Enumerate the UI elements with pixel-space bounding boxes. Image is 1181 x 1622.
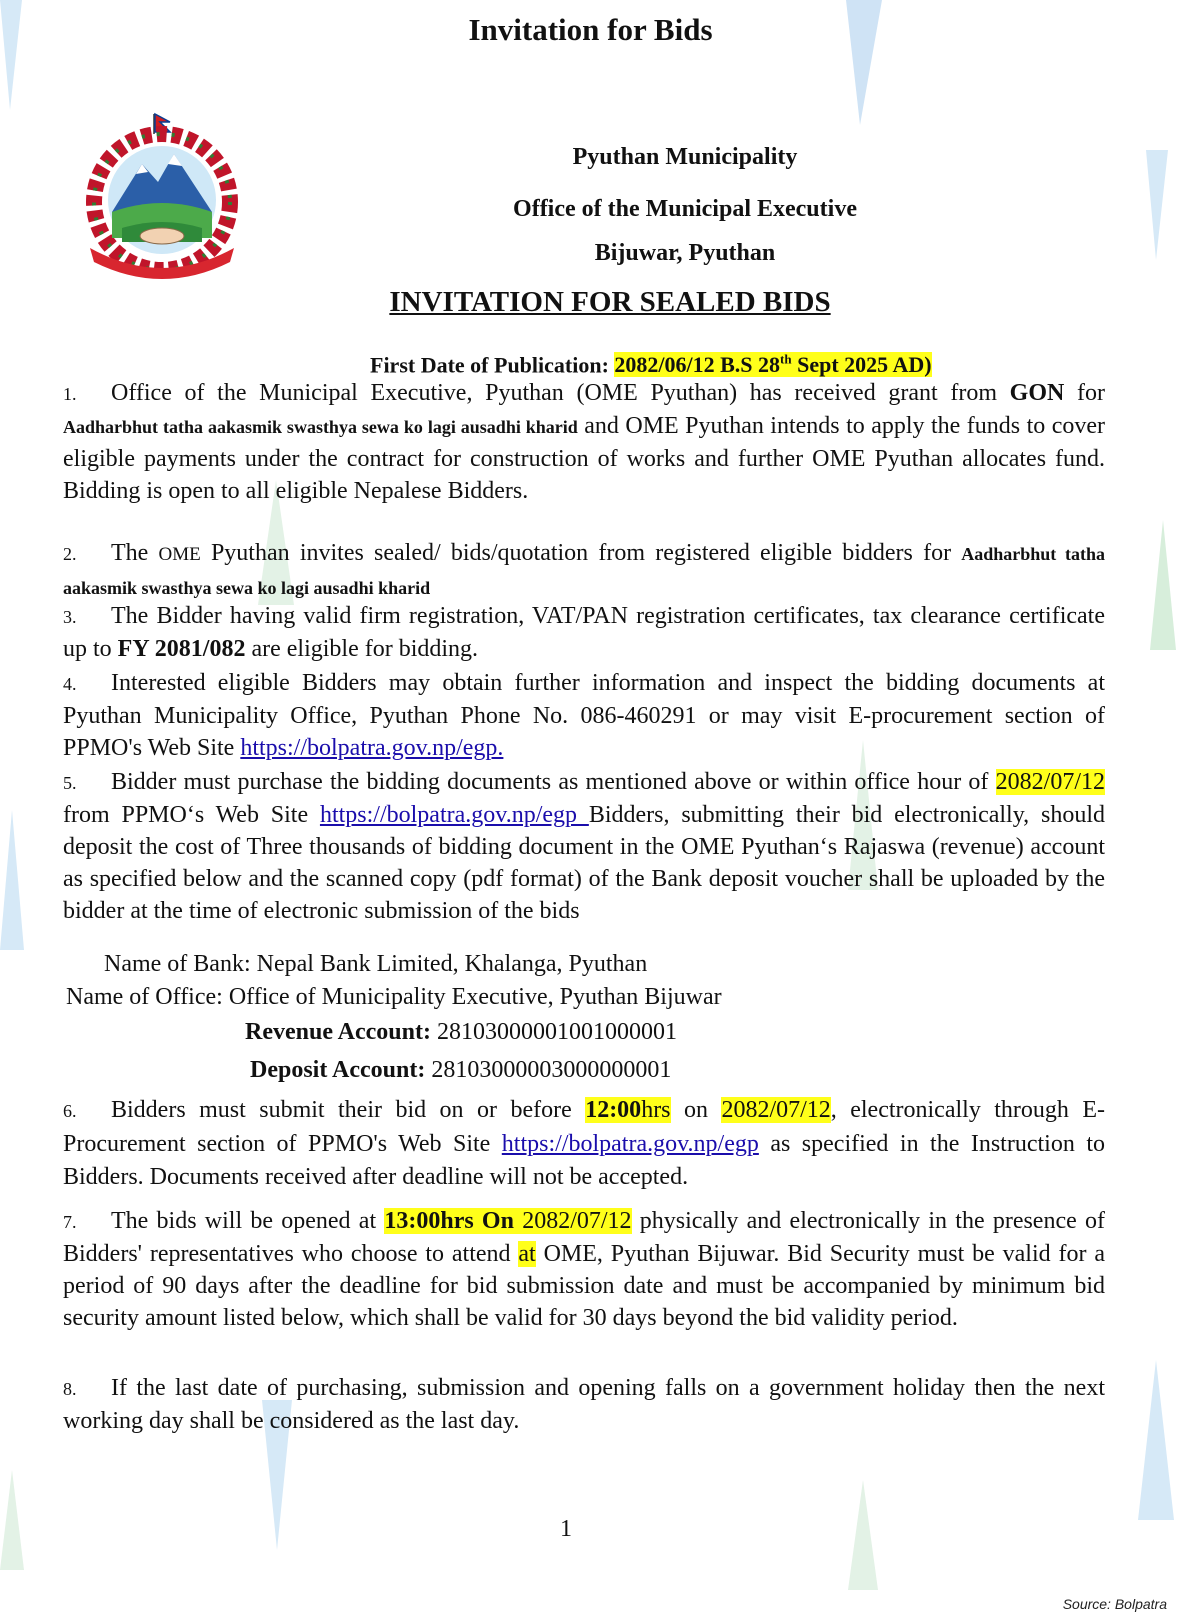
publication-date-value <box>614 352 931 377</box>
notice-heading: INVITATION FOR SEALED BIDS <box>389 286 831 318</box>
office-abbr: OME <box>158 544 201 565</box>
publication-date-bs: 2082/06/12 B.S 28 <box>614 352 781 378</box>
clause-number: 4. <box>63 674 77 694</box>
clause-8 <box>63 1372 1105 1437</box>
clause-text: are eligible for bidding. <box>245 636 479 662</box>
clause-text: If the last date of purchasing, submission and opening falls on a government holiday then the next working day shall be considered as the last day. <box>63 1375 1105 1434</box>
clause-text: Pyuthan invites sealed/ bids/quotation from registered eligible bidders for <box>200 540 962 566</box>
clause-text: and OME Pyuthan intends to apply the funds to cover eligible payments under the contract for construction of works and further OME Pyuthan allocates fund. Bidding is open to all eligible Nepalese Bidders. <box>63 413 1105 504</box>
decorative-arrow-icon <box>848 1480 878 1600</box>
office-name: Pyuthan Municipality <box>572 144 798 170</box>
clause-1 <box>63 377 1105 507</box>
project-name: Aadharbhut tatha aakasmik swasthya sewa ko lagi ausadhi kharid <box>63 544 1105 598</box>
clause-6 <box>63 1094 1105 1194</box>
page-number: 1 <box>560 1516 572 1542</box>
clause-number: 1. <box>63 384 77 404</box>
clause-text: The bids will be opened at <box>111 1208 385 1234</box>
revenue-account-number: 28103000001001000001 <box>430 1019 677 1045</box>
clause-text: Bidders, submitting their bid electronically, should deposit the cost of Three thousands of bidding document in the OME Pyuthan‘s Rajaswa (revenue) account as specified below and the scanned copy (pdf format) of the Bank deposit voucher shall be uploaded by the bidder at the time of electronic submission of the bids <box>63 802 1105 924</box>
office-title: Office of the Municipal Executive <box>513 196 857 222</box>
government-emblem <box>72 112 252 282</box>
clause-text: Interested eligible Bidders may obtain further information and inspect the bidding documents at Pyuthan Municipality Office, Pyuthan Phone No. 086-460291 or may visit E-procurement section of PPMO's Web Site <box>63 670 1105 761</box>
clause-number: 8. <box>63 1379 77 1399</box>
decorative-arrow-icon <box>0 810 24 960</box>
clause-2 <box>63 537 1105 604</box>
submission-time-value: 12:00 <box>585 1097 642 1123</box>
opening-date: 2082/07/12 <box>513 1208 632 1234</box>
revenue-account <box>245 1019 677 1046</box>
clause-text: Bidder must purchase the bidding documents as mentioned above or within office hour of <box>111 769 996 795</box>
purchase-deadline-date: 2082/07/12 <box>995 769 1105 795</box>
submission-date: 2082/07/12 <box>721 1097 831 1123</box>
submission-time-unit: hrs <box>641 1097 671 1123</box>
clause-7 <box>63 1205 1105 1334</box>
clause-number: 2. <box>63 544 77 564</box>
clause-text: OME, Pyuthan Bijuwar. Bid Security must be valid for a period of 90 days after the deadline for bid submission date and must be accompanied by minimum bid security amount listed below, which shall be valid for 30 days beyond the bid validity period. <box>63 1241 1106 1331</box>
decorative-arrow-icon <box>1140 150 1170 270</box>
page-title: Invitation for Bids <box>468 12 713 47</box>
highlighted-word: at <box>518 1241 536 1267</box>
deposit-account-number: 28103000003000000001 <box>425 1057 672 1083</box>
egp-link[interactable]: https://bolpatra.gov.np/egp <box>501 1131 759 1157</box>
clause-text: physically and electronically in the presence of Bidders' representatives who choose to attend <box>63 1208 1105 1267</box>
bank-office-name: Name of Office: Office of Municipality Executive, Pyuthan Bijuwar <box>66 984 722 1010</box>
fiscal-year: FY 2081/082 <box>117 636 246 662</box>
clause-text: for <box>1064 380 1105 406</box>
egp-link[interactable]: https://bolpatra.gov.np/egp. <box>240 735 504 761</box>
opening-time: 13:00hrs On <box>384 1208 514 1234</box>
clause-4 <box>63 667 1105 764</box>
decorative-arrow-icon <box>1148 520 1178 660</box>
source-credit: Source: Bolpatra <box>1062 1596 1167 1612</box>
office-address: Bijuwar, Pyuthan <box>594 240 776 266</box>
submission-time <box>585 1097 670 1123</box>
clause-3 <box>63 600 1105 665</box>
publication-date-ad: Sept 2025 AD) <box>791 352 932 378</box>
project-name: Aadharbhut tatha aakasmik swasthya sewa ko lagi ausadhi kharid <box>63 417 578 437</box>
publication-date <box>370 352 932 378</box>
clause-number: 3. <box>63 607 77 627</box>
clause-text: Bidders must submit their bid on or before <box>111 1097 586 1123</box>
clause-text: on <box>670 1097 722 1123</box>
clause-5 <box>63 766 1105 927</box>
deposit-account <box>250 1057 671 1084</box>
decorative-arrow-icon <box>1138 1360 1174 1530</box>
deposit-account-label: Deposit Account: <box>250 1057 426 1083</box>
clause-text: Office of the Municipal Executive, Pyuthan (OME Pyuthan) has received grant from <box>111 380 1010 406</box>
clause-text: The Bidder having valid firm registration, VAT/PAN registration certificates, tax clearance certificate up to <box>63 603 1105 662</box>
publication-label: First Date of Publication: <box>370 352 609 378</box>
grant-source: GON <box>1009 380 1065 406</box>
clause-number: 6. <box>63 1101 77 1121</box>
opening-datetime <box>384 1208 631 1234</box>
decorative-arrow-icon <box>0 1470 24 1580</box>
clause-text: , electronically through E-Procurement section of PPMO's Web Site <box>63 1097 1106 1157</box>
clause-number: 5. <box>63 773 77 793</box>
publication-date-sup: th <box>780 352 792 367</box>
revenue-account-label: Revenue Account: <box>245 1019 431 1045</box>
clause-number: 7. <box>63 1212 77 1232</box>
clause-text: from PPMO‘s Web Site <box>63 802 320 828</box>
egp-link[interactable]: https://bolpatra.gov.np/egp <box>319 802 589 828</box>
bank-name: Name of Bank: Nepal Bank Limited, Khalanga, Pyuthan <box>104 951 648 977</box>
clause-text: as specified in the Instruction to Bidders. Documents received after deadline will not be accepted. <box>63 1131 1105 1190</box>
clause-text: The <box>111 540 159 566</box>
